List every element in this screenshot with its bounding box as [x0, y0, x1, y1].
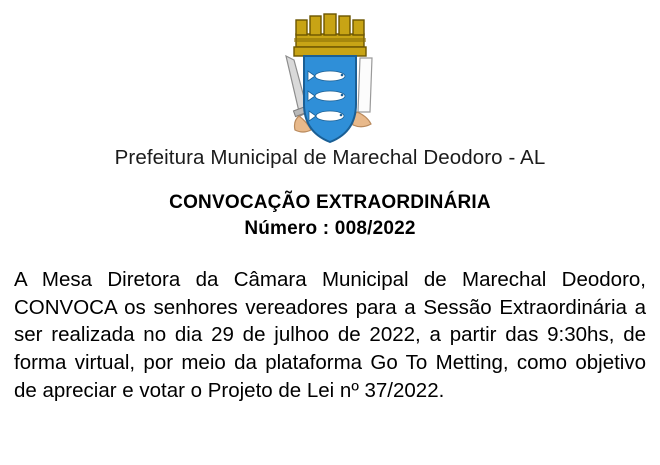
- shield-shape: [304, 56, 356, 142]
- document-title: CONVOCAÇÃO EXTRAORDINÁRIA: [169, 192, 491, 213]
- document-number: Número : 008/2022: [244, 218, 416, 239]
- coat-of-arms-icon: [220, 8, 440, 148]
- organization-name: Prefeitura Municipal de Marechal Deodoro - AL: [114, 146, 546, 169]
- crown-shape: [294, 14, 366, 56]
- document-body-text: A Mesa Diretora da Câmara Municipal de Marechal Deodoro, CONVOCA os senhores vereadores para a Sessão Extraordinária a ser realizada no dia 29 de julhoo de 2022, a partir das 9:30hs, de forma virtual, por meio da plataforma Go To Metting, como objetivo de apreciar e votar o Projeto de Lei nº 37/2022.: [14, 268, 646, 402]
- coat-of-arms-container: [0, 0, 660, 140]
